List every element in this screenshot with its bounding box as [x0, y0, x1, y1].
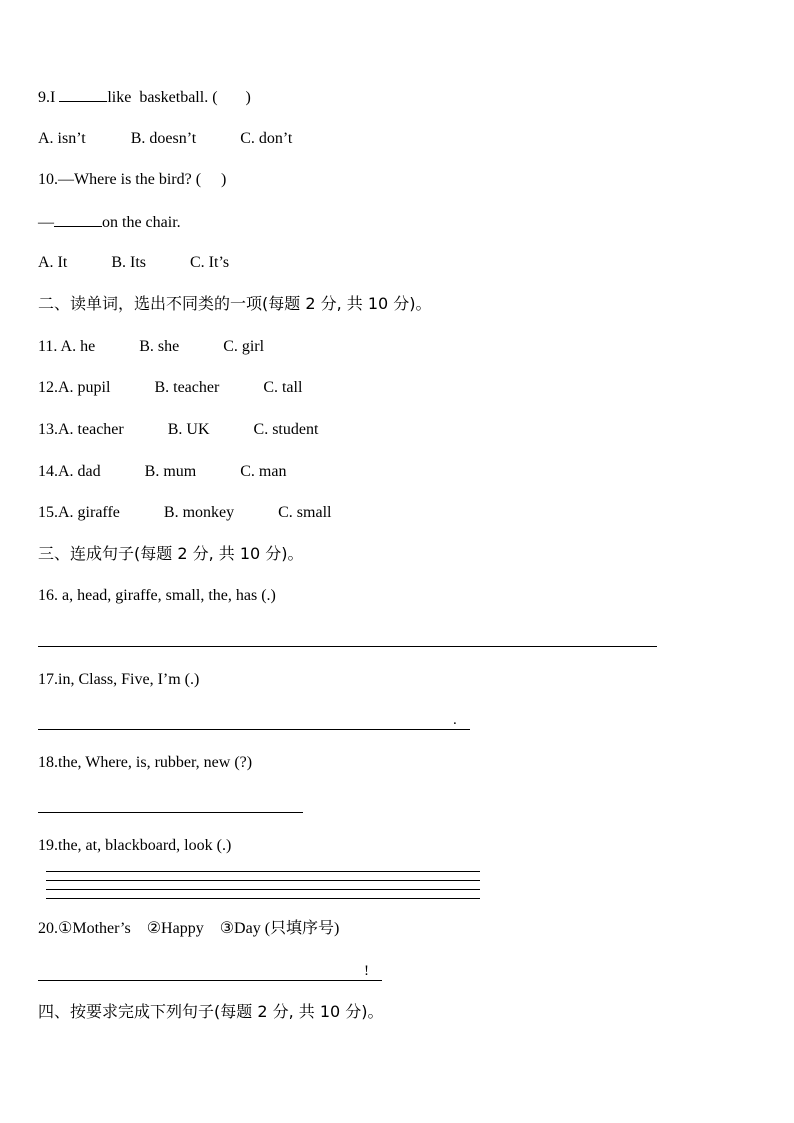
- question-9: [38, 87, 251, 108]
- question-9-options: [38, 129, 332, 149]
- grid-line: [46, 880, 480, 881]
- question-14: [38, 462, 326, 482]
- option-b[interactable]: B. UK: [167, 421, 210, 438]
- section-4-heading: 四、按要求完成下列句子(每题 2 分, 共 10 分)。: [38, 1002, 384, 1021]
- question-9-text: like basketball. ( ): [107, 89, 251, 106]
- question-number: 13.: [38, 421, 58, 438]
- option-a[interactable]: A. pupil: [58, 379, 111, 396]
- option-c[interactable]: C. small: [278, 504, 332, 521]
- answer-blank-9[interactable]: [59, 87, 107, 102]
- section-3-heading: 三、连成句子(每题 2 分, 共 10 分)。: [38, 544, 304, 563]
- question-18: 18.the, Where, is, rubber, new (?): [38, 754, 253, 771]
- option-c[interactable]: C. It’s: [190, 254, 230, 271]
- option-a[interactable]: A. giraffe: [58, 504, 120, 521]
- question-15: [38, 503, 371, 523]
- option-a[interactable]: A. dad: [58, 463, 101, 480]
- end-mark-20: !: [364, 963, 369, 979]
- question-number: 15.: [38, 504, 58, 521]
- answer-blank-10[interactable]: [54, 212, 102, 227]
- question-17: 17.in, Class, Five, I’m (.): [38, 671, 200, 688]
- option-a[interactable]: . A. he: [53, 338, 96, 355]
- option-a[interactable]: A. It: [38, 254, 68, 271]
- option-c[interactable]: C. don’t: [240, 130, 293, 147]
- option-b[interactable]: B. doesn’t: [130, 130, 197, 147]
- question-19: 19.the, at, blackboard, look (.): [38, 837, 232, 854]
- option-a[interactable]: A. teacher: [58, 421, 124, 438]
- question-20: 20.①Mother’s ②Happy ③Day (只填序号): [38, 920, 340, 937]
- answer-line-20[interactable]: [38, 980, 382, 981]
- question-number: 12.: [38, 379, 58, 396]
- section-2-heading: 二、读单词，选出不同类的一项(每题 2 分, 共 10 分)。: [38, 294, 432, 313]
- question-10-options: [38, 253, 269, 273]
- question-10: 10.—Where is the bird? ( ): [38, 171, 227, 188]
- question-11: [38, 337, 304, 357]
- answer-line-18[interactable]: [38, 812, 303, 813]
- option-b[interactable]: B. Its: [111, 254, 146, 271]
- option-b[interactable]: B. mum: [144, 463, 197, 480]
- option-b[interactable]: B. teacher: [154, 379, 220, 396]
- grid-line: [46, 889, 480, 890]
- option-a[interactable]: A. isn’t: [38, 130, 86, 147]
- option-b[interactable]: B. she: [139, 338, 180, 355]
- question-13: [38, 420, 358, 440]
- grid-line: [46, 898, 480, 899]
- reply-text: on the chair.: [102, 214, 181, 231]
- question-number: 14.: [38, 463, 58, 480]
- answer-line-16[interactable]: [38, 646, 657, 647]
- answer-line-17[interactable]: [38, 729, 470, 730]
- option-b[interactable]: B. monkey: [163, 504, 235, 521]
- end-mark-17: .: [453, 712, 457, 728]
- grid-line: [46, 871, 480, 872]
- question-16: 16. a, head, giraffe, small, the, has (.): [38, 587, 276, 604]
- option-c[interactable]: C. student: [253, 421, 319, 438]
- question-number: 11: [38, 338, 54, 355]
- question-10-reply: [38, 212, 181, 233]
- option-c[interactable]: C. man: [240, 463, 287, 480]
- option-c[interactable]: C. tall: [263, 379, 303, 396]
- question-9-number: 9.I: [38, 89, 60, 106]
- option-c[interactable]: C. girl: [223, 338, 265, 355]
- reply-dash: —: [38, 214, 54, 231]
- question-12: [38, 378, 342, 398]
